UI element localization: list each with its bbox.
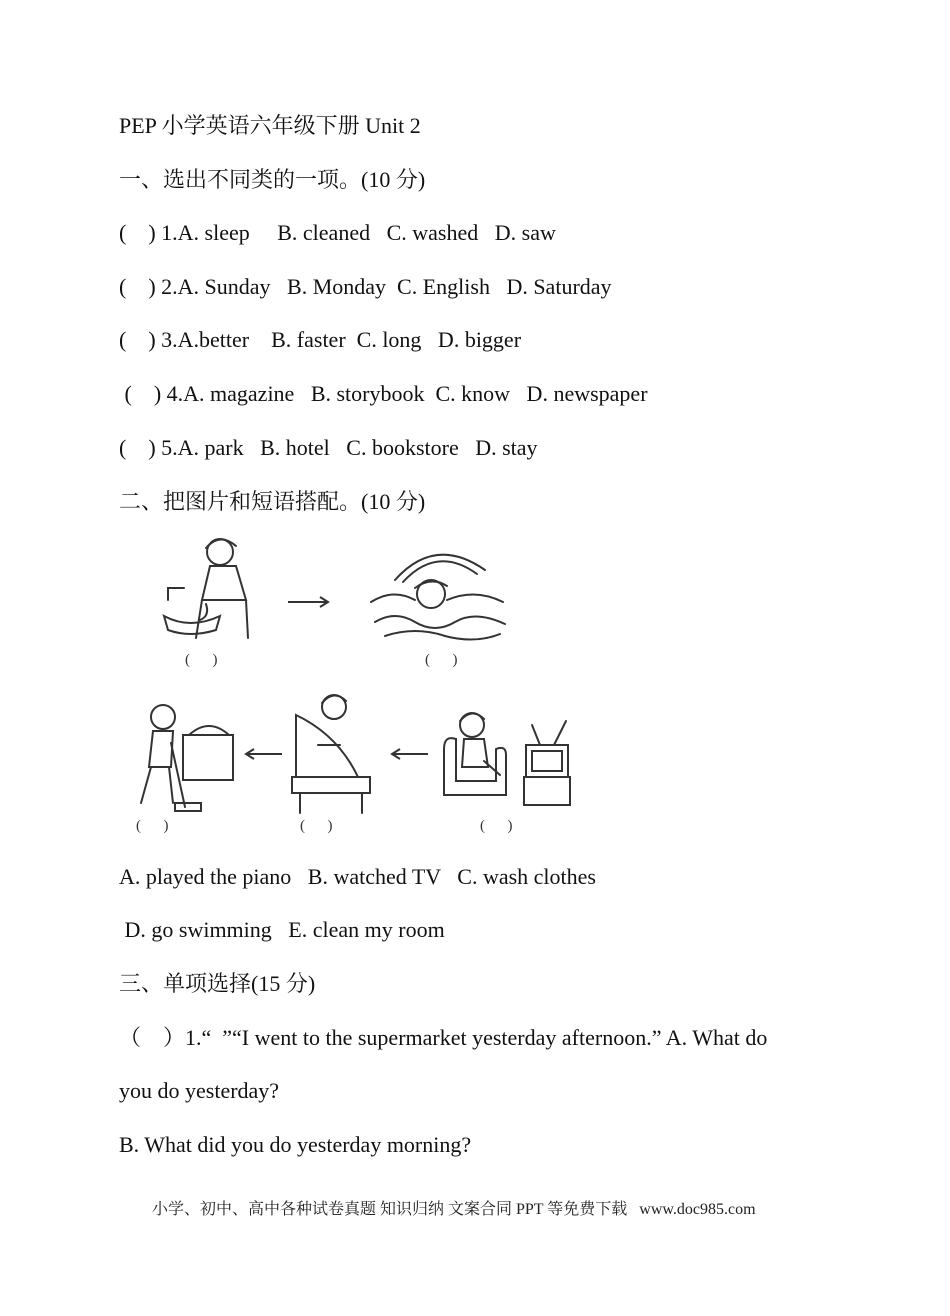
page-footer: 小学、初中、高中各种试卷真题 知识归纳 文案合同 PPT 等免费下载 www.doc985.com xyxy=(152,1201,756,1218)
picture-watch-tv xyxy=(440,705,585,810)
mc-question-1-cont: you do yesterday? xyxy=(119,1078,280,1103)
section1-heading: 一、选出不同类的一项。(10 分) xyxy=(119,167,426,192)
section2-heading: 二、把图片和短语搭配。(10 分) xyxy=(119,489,426,514)
options-line-2: D. go swimming E. clean my room xyxy=(119,917,445,942)
arrow-right-icon xyxy=(286,595,331,609)
options-line-1: A. played the piano B. watched TV C. wash clothes xyxy=(119,864,596,889)
mc-question-1: （ ）1.“ ”“I went to the supermarket yesterday afternoon.” A. What do xyxy=(119,1025,768,1050)
blank-clean-room: ( ) xyxy=(136,818,169,834)
picture-swimming xyxy=(365,540,515,645)
section3-heading: 三、单项选择(15 分) xyxy=(119,971,316,996)
blank-wash-clothes: ( ) xyxy=(185,652,218,668)
blank-piano: ( ) xyxy=(300,818,333,834)
blank-swimming: ( ) xyxy=(425,652,458,668)
question-2: ( ) 2.A. Sunday B. Monday C. English D. Saturday xyxy=(119,274,612,299)
question-4: ( ) 4.A. magazine B. storybook C. know D. newspaper xyxy=(119,381,648,406)
picture-wash-clothes xyxy=(150,530,260,645)
question-5: ( ) 5.A. park B. hotel C. bookstore D. stay xyxy=(119,435,538,460)
question-3: ( ) 3.A.better B. faster C. long D. bigger xyxy=(119,327,522,352)
blank-watch-tv: ( ) xyxy=(480,818,513,834)
question-1: ( ) 1.A. sleep B. cleaned C. washed D. saw xyxy=(119,220,556,245)
picture-clean-room xyxy=(123,695,238,815)
arrow-left-icon xyxy=(244,747,284,761)
mc-option-b: B. What did you do yesterday morning? xyxy=(119,1132,472,1157)
arrow-left-icon xyxy=(390,747,430,761)
page-title: PEP 小学英语六年级下册 Unit 2 xyxy=(119,113,421,138)
picture-piano xyxy=(288,685,378,815)
